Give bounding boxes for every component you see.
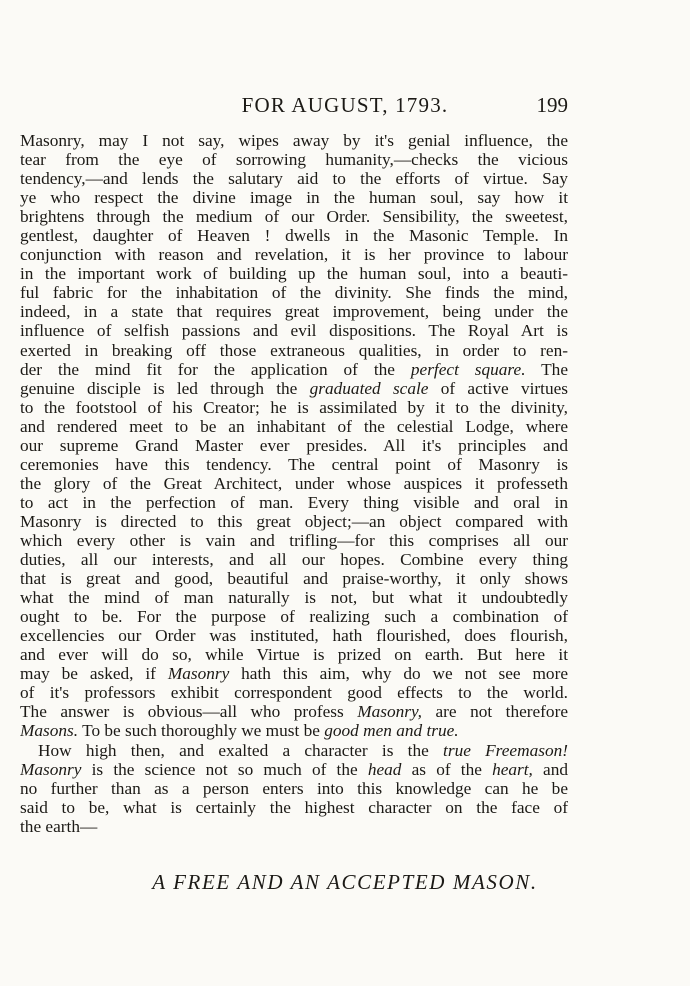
text-run: ceremonies have this tendency. The central point of Masonry is [20,454,568,474]
text-run: The [525,359,568,379]
text-line [20,245,568,264]
text-run: ought to be. For the purpose of realizing such a combination of [20,607,568,627]
text-line [20,817,568,836]
text-run: brightens through the medium of our Order. Sensibility, the sweetest, [20,207,568,227]
italic-text: graduated scale [309,378,429,398]
text-line [20,169,568,188]
text-run: Masonry is directed to this great object;—an object compared with [20,511,568,531]
text-run: hath this aim, why do we not see more [229,664,568,684]
text-line [20,474,568,493]
text-run: tendency,—and lends the salutary aid to the efforts of virtue. Say [20,169,568,189]
text-run: ful fabric for the inhabitation of the divinity. She finds the mind, [20,283,568,303]
page-number: 199 [536,93,568,117]
text-run: How high then, and exalted a character is the [38,740,444,760]
text-run: said to be, what is certainly the highest character on the face of [20,797,568,817]
italic-text: heart, [492,759,533,779]
text-run: tear from the eye of sorrowing humanity,—checks the vicious [20,150,568,170]
text-run: to act in the perfection of man. Every thing visible and oral in [20,492,568,512]
text-line [20,588,568,607]
text-line [20,645,568,664]
text-line [20,550,568,569]
text-run: of active virtues [428,378,568,398]
signature-line: A FREE AND AN ACCEPTED MASON. [152,870,538,894]
text-line [20,341,568,360]
italic-text: good men and true. [324,721,459,741]
text-run: gentlest, daughter of Heaven ! dwells in the Masonic Temple. In [20,226,568,246]
text-run: that is great and good, beautiful and praise-worthy, it only shows [20,569,568,589]
text-line [20,264,568,283]
text-run: exerted in breaking off those extraneous qualities, in order to ren- [20,340,568,360]
text-line [20,150,568,169]
text-line [20,455,568,474]
text-line [20,569,568,588]
italic-text: Masonry [167,664,230,684]
text-line [20,436,568,455]
text-line [20,683,568,702]
italic-text: true Freemason! [443,740,568,760]
text-line [20,531,568,550]
text-run: as of the [401,759,493,779]
text-run: and rendered meet to be an inhabitant of the celestial Lodge, where [20,416,568,436]
text-run: the earth— [20,816,98,836]
body-text [20,131,568,836]
text-run: are not therefore [422,702,568,722]
text-run: in the important work of building up the human soul, into a beauti- [20,264,568,284]
text-run: excellencies our Order was instituted, hath flourished, does flourish, [20,626,568,646]
text-line [20,379,568,398]
italic-text: Masonry [20,759,82,779]
text-line [20,188,568,207]
italic-text: head [367,759,402,779]
text-line [20,760,568,779]
text-run: what the mind of man naturally is not, but what it undoubtedly [20,588,568,608]
text-line [20,207,568,226]
text-line [20,417,568,436]
text-run: The answer is obvious—all who profess [20,702,358,722]
text-run: genuine disciple is led through the [20,378,310,398]
text-line [20,664,568,683]
italic-text: Masonry, [357,702,423,722]
running-head [0,93,690,123]
text-line [20,493,568,512]
text-line [20,283,568,302]
text-run: may be asked, if [20,664,168,684]
text-line [20,702,568,721]
text-run: which every other is vain and trifling—for this comprises all our [20,530,568,550]
text-run: the glory of the Great Architect, under whose auspices it professeth [20,473,568,493]
text-run: To be such thoroughly we must be [78,721,325,741]
text-run: and [532,759,568,779]
text-run: der the mind fit for the application of the [20,359,411,379]
text-line [20,131,568,150]
text-line [20,607,568,626]
text-run: no further than as a person enters into this knowledge can he be [20,778,568,798]
text-run: influence of selfish passions and evil dispositions. The Royal Art is [20,321,568,341]
text-line [20,226,568,245]
text-run: Masonry, may I not say, wipes away by it's genial influence, the [20,131,568,150]
text-line [20,741,568,760]
italic-text: Masons. [20,721,79,741]
text-line [20,512,568,531]
text-line [20,798,568,817]
text-line [20,626,568,645]
italic-text: perfect square. [410,359,526,379]
text-line [20,779,568,798]
text-run: duties, all our interests, and all our hopes. Combine every thing [20,550,568,570]
text-line [20,302,568,321]
text-run: conjunction with reason and revelation, it is her province to labour [20,245,568,265]
running-title: FOR AUGUST, 1793. [241,93,449,117]
text-line [20,398,568,417]
text-run: is the science not so much of the [81,759,368,779]
text-run: to the footstool of his Creator; he is assimilated by it to the divinity, [20,397,568,417]
text-line [20,321,568,340]
text-run: of it's professors exhibit correspondent good effects to the world. [20,683,568,703]
text-line [20,721,568,740]
text-run: and ever will do so, while Virtue is prized on earth. But here it [20,645,568,665]
text-run: ye who respect the divine image in the human soul, say how it [20,188,568,208]
text-run: our supreme Grand Master ever presides. All it's principles and [20,435,568,455]
text-line [20,360,568,379]
text-run: indeed, in a state that requires great improvement, being under the [20,302,568,322]
